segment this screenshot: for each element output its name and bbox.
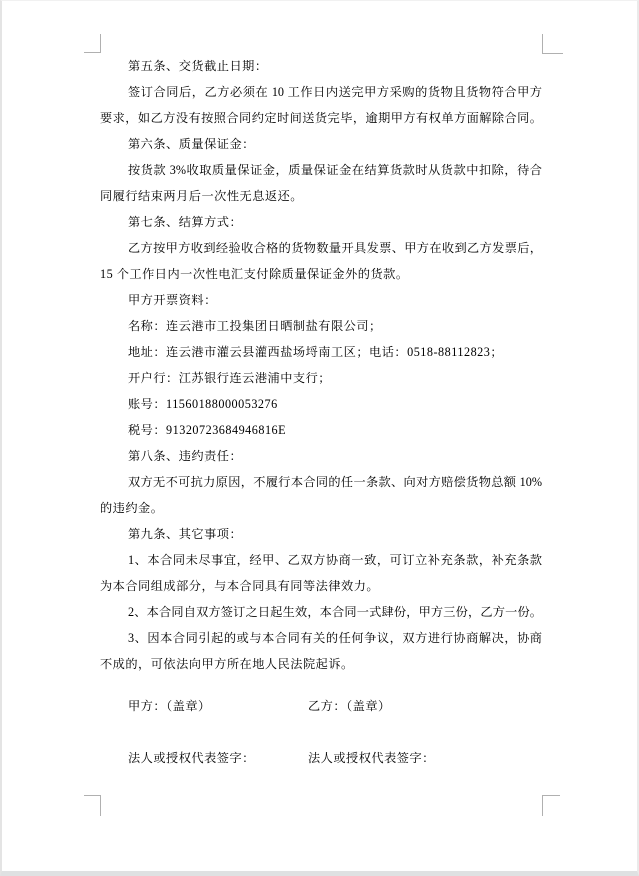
representative-signature-row-right: 法人或授权代表签字：	[308, 751, 435, 765]
document-body	[100, 53, 542, 771]
document-line: 同履行结束两月后一次性无息返还。	[100, 189, 303, 203]
article-6-heading: 第六条、质量保证金：	[128, 137, 255, 151]
margin-mark-top-right	[542, 34, 563, 54]
seal-signature-row	[100, 693, 542, 719]
document-line: 双方无不可抗力原因，不履行本合同的任一条款、向对方赔偿货物总额 10%	[128, 475, 542, 489]
company-address-line: 地址：连云港市灌云县灌西盐场埒南工区；电话：0518-88112823；	[128, 345, 504, 359]
document-line: 不成的，可依法向甲方所在地人民法院起诉。	[100, 657, 354, 671]
document-line: 乙方按甲方收到经验收合格的货物数量开具发票、甲方在收到乙方发票后，	[128, 241, 542, 255]
document-line: 按货款 3%收取质量保证金，质量保证金在结算货款时从货款中扣除，待合	[128, 163, 542, 177]
seal-signature-row-left: 甲方：（盖章）	[128, 699, 211, 713]
tax-number-line: 税号：91320723684946816E	[128, 423, 287, 437]
invoice-info-heading: 甲方开票资料：	[128, 293, 217, 307]
document-line: 3、因本合同引起的或与本合同有关的任何争议，双方进行协商解决，协商	[128, 631, 542, 645]
company-name-line: 名称：连云港市工投集团日晒制盐有限公司；	[128, 319, 382, 333]
bank-branch-line: 开户行：江苏银行连云港浦中支行；	[128, 371, 331, 385]
document-line: 要求，如乙方没有按照合同约定时间送货完毕，逾期甲方有权单方面解除合同。	[100, 111, 542, 125]
representative-signature-row	[100, 745, 542, 771]
representative-signature-row-left: 法人或授权代表签字：	[128, 751, 255, 765]
article-7-heading: 第七条、结算方式：	[128, 215, 243, 229]
blank-line	[100, 719, 542, 745]
article-8-heading: 第八条、违约责任：	[128, 449, 243, 463]
margin-mark-bottom-left	[84, 795, 101, 816]
document-line: 签订合同后，乙方必须在 10 工作日内送完甲方采购的货物且货物符合甲方	[128, 85, 542, 99]
article-5-heading: 第五条、交货截止日期：	[128, 59, 268, 73]
document-line: 15 个工作日内一次性电汇支付除质量保证金外的货款。	[100, 267, 409, 281]
article-9-heading: 第九条、其它事项：	[128, 527, 243, 541]
margin-mark-top-left	[84, 34, 101, 53]
seal-signature-row-right: 乙方：（盖章）	[308, 699, 391, 713]
document-line: 的违约金。	[100, 501, 164, 515]
document-line: 1、本合同未尽事宜，经甲、乙双方协商一致，可订立补充条款，补充条款	[128, 553, 542, 567]
document-line: 为本合同组成部分，与本合同具有同等法律效力。	[100, 579, 380, 593]
margin-mark-bottom-right	[542, 795, 560, 816]
account-number-line: 账号：11560188000053276	[128, 397, 278, 411]
blank-line	[100, 677, 542, 693]
document-line: 2、本合同自双方签订之日起生效，本合同一式肆份，甲方三份，乙方一份。	[128, 605, 542, 619]
